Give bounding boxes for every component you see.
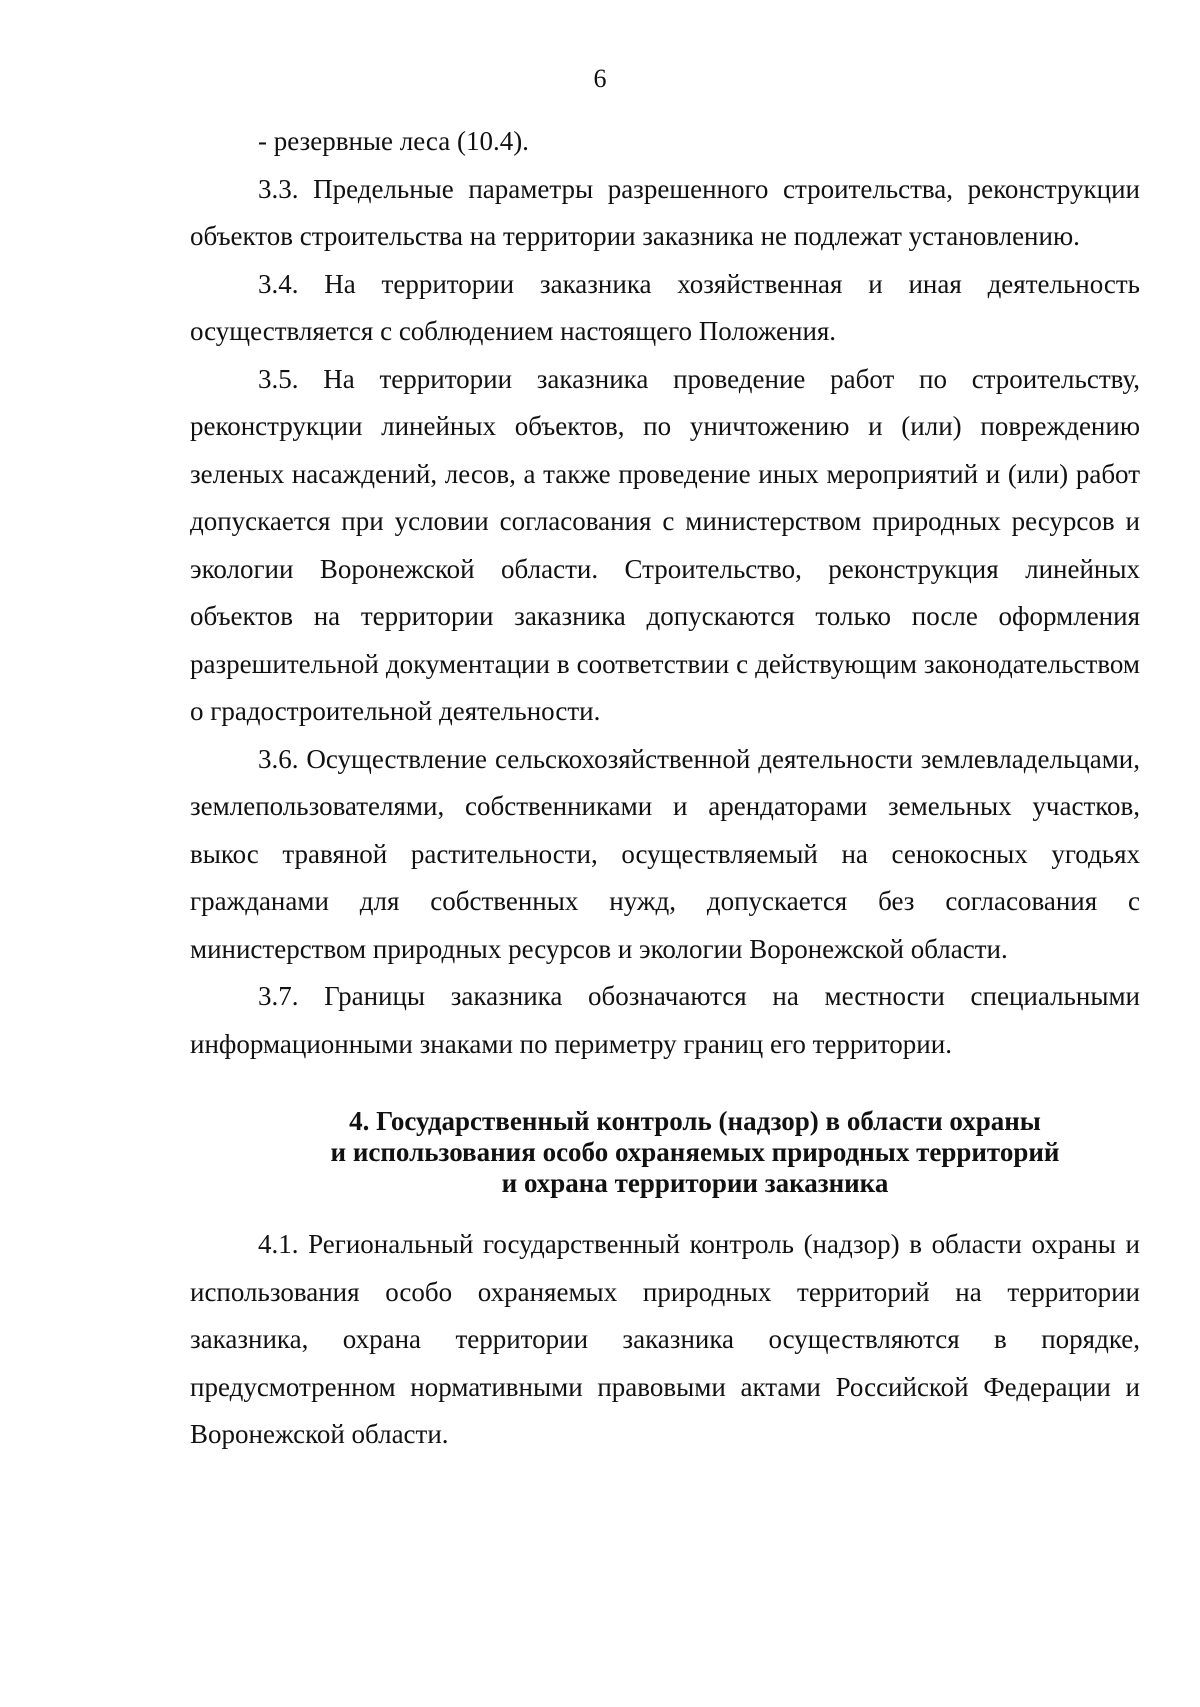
paragraph-3-3: 3.3. Предельные параметры разрешенного строительства, реконструкции объектов строительства на территории заказника не подлежат установлению.: [190, 173, 1140, 251]
page-number: 6: [593, 64, 607, 93]
paragraph-3-7: 3.7. Границы заказника обозначаются на местности специальными информационными знаками по периметру границ его территории.: [190, 981, 1140, 1059]
paragraph-4-1: 4.1. Региональный государственный контроль (надзор) в области охраны и использования особо охраняемых природных территорий на территории заказника, охрана территории заказника осуществляются в порядке, предусмотренном нормативными правовыми актами Российской Федерации и Воронежской области.: [190, 1229, 1140, 1449]
document-body: [190, 118, 1140, 1459]
paragraph-3-4: 3.4. На территории заказника хозяйственная и иная деятельность осуществляется с соблюдением настоящего Положения.: [190, 268, 1140, 346]
section-heading-4: 4. Государственный контроль (надзор) в области охраны и использования особо охраняемых природных территорий и охрана территории заказника: [330, 1106, 1060, 1198]
paragraph-3-5: 3.5. На территории заказника проведение работ по строительству, реконструкции линейных объектов, по уничтожению и (или) повреждению зеленых насаждений, лесов, а также проведение иных мероприятий и (или) работ допускается при условии согласования с министерством природных ресурсов и экологии Воронежской области. Строительство, реконструкция линейных объектов на территории заказника допускаются только после оформления разрешительной документации в соответствии с действующим законодательством о градостроительной деятельности.: [190, 363, 1140, 726]
list-item-reserve-forests: - резервные леса (10.4).: [258, 126, 529, 156]
paragraph-3-6: 3.6. Осуществление сельскохозяйственной деятельности землевладельцами, землепользователями, собственниками и арендаторами земельных участков, выкос травяной растительности, осуществляемый на сенокосных угодьях гражданами для собственных нужд, допускается без согласования с министерством природных ресурсов и экологии Воронежской области.: [190, 743, 1140, 964]
